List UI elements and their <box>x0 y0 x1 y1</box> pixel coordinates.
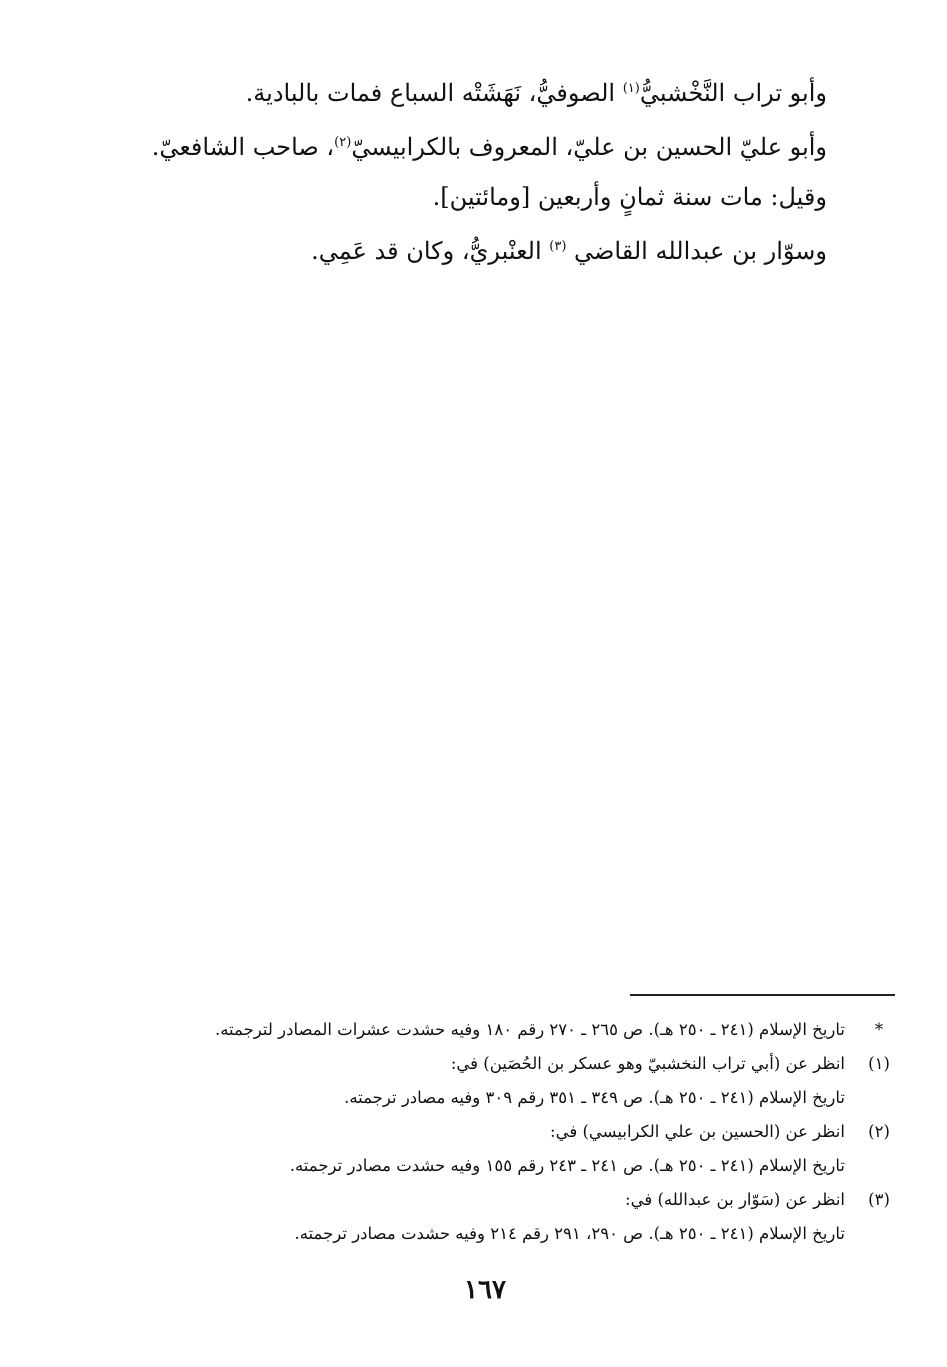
text-line <box>107 118 827 172</box>
line-text: العنْبريُّ، وكان قد عَمِي. <box>311 237 550 265</box>
line-text: وقيل: مات سنة ثمانٍ وأربعين [ومائتين]. <box>432 183 827 211</box>
line-text: وسوّار بن عبدالله القاضي <box>566 237 827 265</box>
footnote-ref: (٣) <box>549 239 567 254</box>
footnote <box>99 1081 899 1115</box>
footnote <box>99 1047 899 1081</box>
footnote-ref: (١) <box>622 81 640 96</box>
footnote-text: تاريخ الإسلام (٢٤١ ـ ٢٥٠ هـ). ص ٢٤١ ـ ٢٤٣ رقم ١٥٥ وفيه حشدت مصادر ترجمته. <box>289 1156 845 1175</box>
footnote-text: تاريخ الإسلام (٢٤١ ـ ٢٥٠ هـ). ص ٢٩٠، ٢٩١ رقم ٢١٤ وفيه حشدت مصادر ترجمته. <box>294 1224 845 1243</box>
line-text: وأبو تراب النَّخْشبيُّ <box>639 79 827 107</box>
text-line <box>107 172 827 222</box>
footnotes <box>99 1013 899 1251</box>
footnote <box>99 1149 899 1183</box>
footnote <box>99 1115 899 1149</box>
text-line <box>107 222 827 276</box>
page-number: ١٦٧ <box>464 1275 506 1305</box>
footnote-text: انظر عن (أبي تراب النخشبيّ وهو عسكر بن الحُصَين) في: <box>450 1054 845 1073</box>
footnote <box>99 1183 899 1217</box>
footnote-text: انظر عن (سَوّار بن عبدالله) في: <box>625 1190 845 1209</box>
footnote-marker: (١) <box>868 1054 890 1073</box>
footnote-text: تاريخ الإسلام (٢٤١ ـ ٢٥٠ هـ). ص ٢٦٥ ـ ٢٧٠ رقم ١٨٠ وفيه حشدت عشرات المصادر لترجمته. <box>214 1020 845 1039</box>
line-text: الصوفيُّ، نَهَشَتْه السباع فمات بالبادية. <box>245 79 623 107</box>
footnote-ref: (٢) <box>334 135 352 150</box>
footnote-marker: * <box>874 1020 884 1039</box>
main-text <box>107 64 827 276</box>
footnote-text: تاريخ الإسلام (٢٤١ ـ ٢٥٠ هـ). ص ٣٤٩ ـ ٣٥١ رقم ٣٠٩ وفيه مصادر ترجمته. <box>344 1088 845 1107</box>
footnote <box>99 1013 899 1047</box>
text-line <box>107 64 827 118</box>
footnote-marker: (٣) <box>868 1190 890 1209</box>
footnote <box>99 1217 899 1251</box>
line-text: ، صاحب الشافعيّ. <box>151 133 335 161</box>
footnote-text: انظر عن (الحسين بن علي الكرابيسي) في: <box>550 1122 845 1141</box>
footnote-marker: (٢) <box>868 1122 890 1141</box>
footnote-divider <box>630 994 895 996</box>
line-text: وأبو عليّ الحسين بن عليّ، المعروف بالكرابيسيّ <box>351 133 827 161</box>
